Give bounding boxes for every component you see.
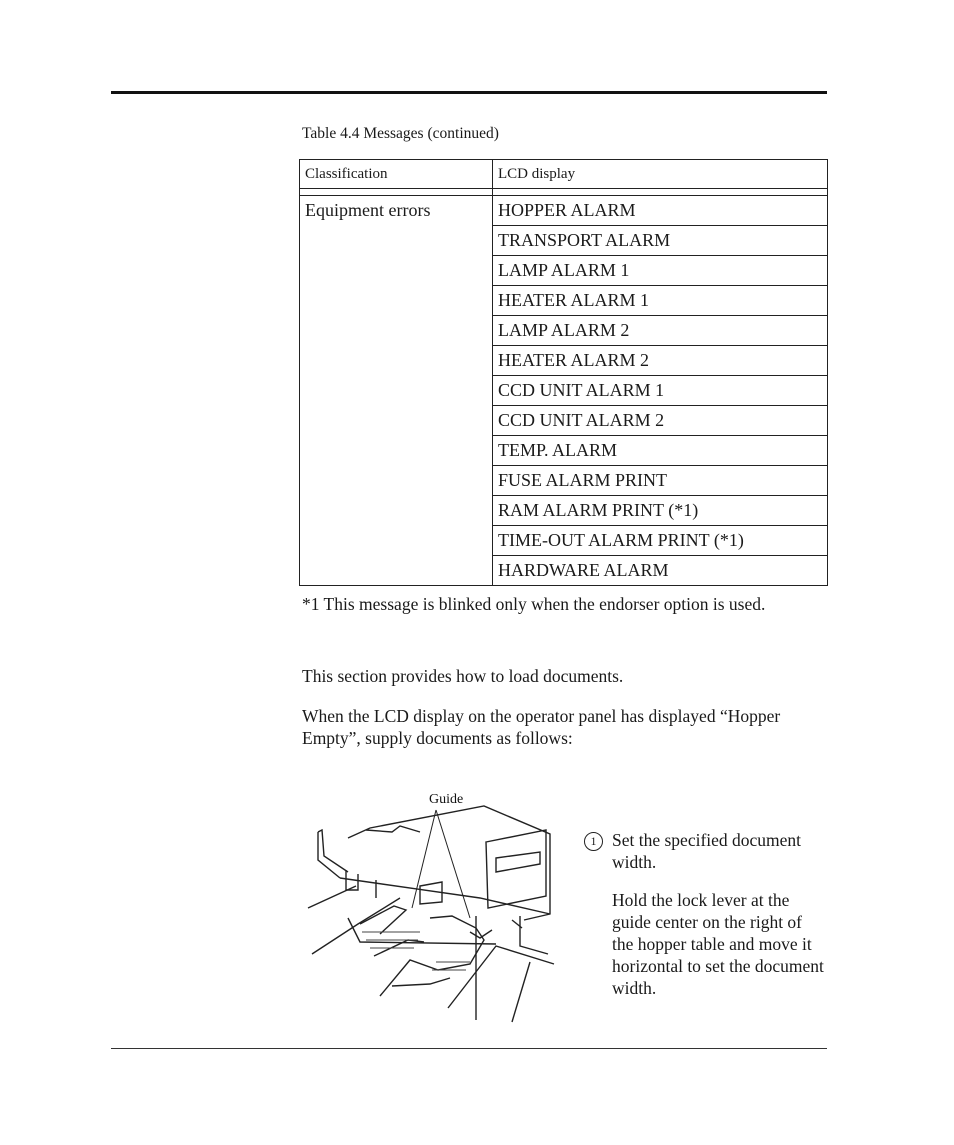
table-spacer [493,189,828,196]
lcd-message-cell: TRANSPORT ALARM [493,226,828,256]
table-caption: Table 4.4 Messages (continued) [302,125,499,142]
lcd-message-cell: HARDWARE ALARM [493,556,828,586]
column-header-classification: Classification [300,160,493,189]
scanner-body-drawing [308,806,554,1022]
lcd-message-cell: TEMP. ALARM [493,436,828,466]
lcd-message-cell: RAM ALARM PRINT (*1) [493,496,828,526]
step-title: Set the specified document width. [612,830,802,872]
classification-cell: Equipment errors [300,196,493,586]
messages-table [299,159,828,586]
table-row [300,196,828,226]
hopper-tray-lines [362,932,470,970]
lcd-message-cell: HOPPER ALARM [493,196,828,226]
instruction-paragraph: When the LCD display on the operator panel has displayed “Hopper Empty”, supply documents as follows: [302,706,781,748]
top-rule [111,91,827,94]
lcd-message-cell: HEATER ALARM 2 [493,346,828,376]
column-header-lcd-display: LCD display [493,160,828,189]
table-footnote: *1 This message is blinked only when the endorser option is used. [302,594,766,614]
lcd-message-cell: LAMP ALARM 2 [493,316,828,346]
lcd-message-cell: LAMP ALARM 1 [493,256,828,286]
lcd-message-cell: CCD UNIT ALARM 1 [493,376,828,406]
guide-label: Guide [429,792,464,807]
intro-paragraph: This section provides how to load documents. [302,666,624,686]
step-number-badge: 1 [584,832,603,851]
lcd-message-cell: FUSE ALARM PRINT [493,466,828,496]
bottom-rule [111,1048,827,1049]
step-description: Hold the lock lever at the guide center on the right of the hopper table and move it horizontal to set the document width. [612,890,824,998]
lcd-message-cell: CCD UNIT ALARM 2 [493,406,828,436]
lcd-message-cell: HEATER ALARM 1 [493,286,828,316]
lcd-message-cell: TIME-OUT ALARM PRINT (*1) [493,526,828,556]
hopper-illustration [300,786,570,1026]
table-spacer [300,189,493,196]
